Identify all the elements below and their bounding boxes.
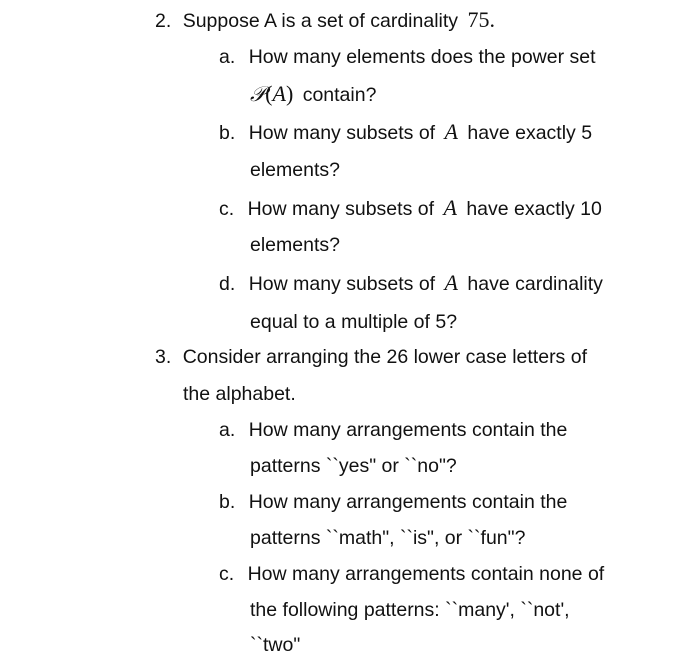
problem-2c-set-var: A [443, 195, 457, 220]
problem-2a-line2 [250, 82, 376, 107]
problem-2d-pre: How many subsets of [248, 273, 436, 295]
problem-3-stem-text: Consider arranging the 26 lower case letters of [182, 346, 587, 368]
problem-2c-line1 [219, 196, 602, 221]
problem-2d-text-cont: equal to a multiple of 5? [250, 311, 458, 333]
problem-2b-set-var: A [444, 119, 458, 144]
problem-3b-line1 [219, 490, 567, 514]
problem-2d-line1 [219, 271, 603, 296]
problem-2-stem-period: . [489, 7, 495, 32]
problem-2c-text-cont: elements? [250, 234, 340, 256]
problem-3-stem [155, 345, 587, 369]
problem-2a-line1 [219, 45, 596, 69]
problem-3a-label: a. [219, 419, 236, 441]
powerset-open-paren: ( [265, 81, 273, 106]
problem-2-number: 2. [155, 10, 172, 32]
problem-3a-text: How many arrangements contain the [248, 419, 568, 441]
problem-3b-text-cont: patterns ``math", ``is", or ``fun"? [250, 527, 526, 549]
problem-2a-label: a. [219, 46, 236, 68]
problem-3-stem-line2 [183, 382, 296, 406]
problem-2a-text-rest: contain? [302, 84, 377, 106]
problem-3c-label: c. [219, 563, 235, 585]
problem-2d-post: have cardinality [467, 273, 603, 295]
problem-2c-post: have exactly 10 [466, 198, 602, 220]
problem-3-stem-cont: the alphabet. [183, 383, 296, 405]
problem-3c-line3 [250, 633, 300, 657]
problem-2d-line2 [250, 310, 457, 334]
problem-2b-label: b. [219, 122, 236, 144]
powerset-close-paren: ) [285, 81, 294, 106]
problem-2-stem [155, 8, 495, 33]
powerset-symbol: 𝒫 [250, 82, 266, 106]
powerset-set-var: A [272, 81, 286, 106]
problem-2d-set-var: A [444, 270, 458, 295]
problem-3c-line1 [219, 562, 604, 586]
problem-2c-label: c. [219, 198, 235, 220]
problem-3c-text-cont: the following patterns: ``many', ``not', [250, 599, 570, 621]
problem-3b-label: b. [219, 491, 236, 513]
problem-2b-line1 [219, 120, 592, 145]
problem-2b-text-cont: elements? [250, 159, 340, 181]
problem-2c-line2 [250, 233, 340, 257]
problem-2d-label: d. [219, 273, 236, 295]
problem-2b-post: have exactly 5 [467, 122, 593, 144]
problem-3c-text-cont2: ``two" [250, 634, 301, 656]
problem-2c-pre: How many subsets of [247, 198, 435, 220]
problem-3b-line2 [250, 526, 525, 550]
problem-3a-line2 [250, 454, 457, 478]
problem-2-stem-text: Suppose A is a set of cardinality [182, 10, 459, 32]
problem-2a-text: How many elements does the power set [248, 46, 596, 68]
problem-3a-line1 [219, 418, 567, 442]
problem-2b-pre: How many subsets of [248, 122, 436, 144]
problem-3b-text: How many arrangements contain the [248, 491, 568, 513]
problem-3a-text-cont: patterns ``yes" or ``no"? [250, 455, 457, 477]
problem-2b-line2 [250, 158, 340, 182]
problem-2-cardinality-value: 75 [467, 7, 490, 32]
problem-3c-line2 [250, 598, 570, 622]
problem-3-number: 3. [155, 346, 172, 368]
problem-3c-text: How many arrangements contain none of [247, 563, 605, 585]
